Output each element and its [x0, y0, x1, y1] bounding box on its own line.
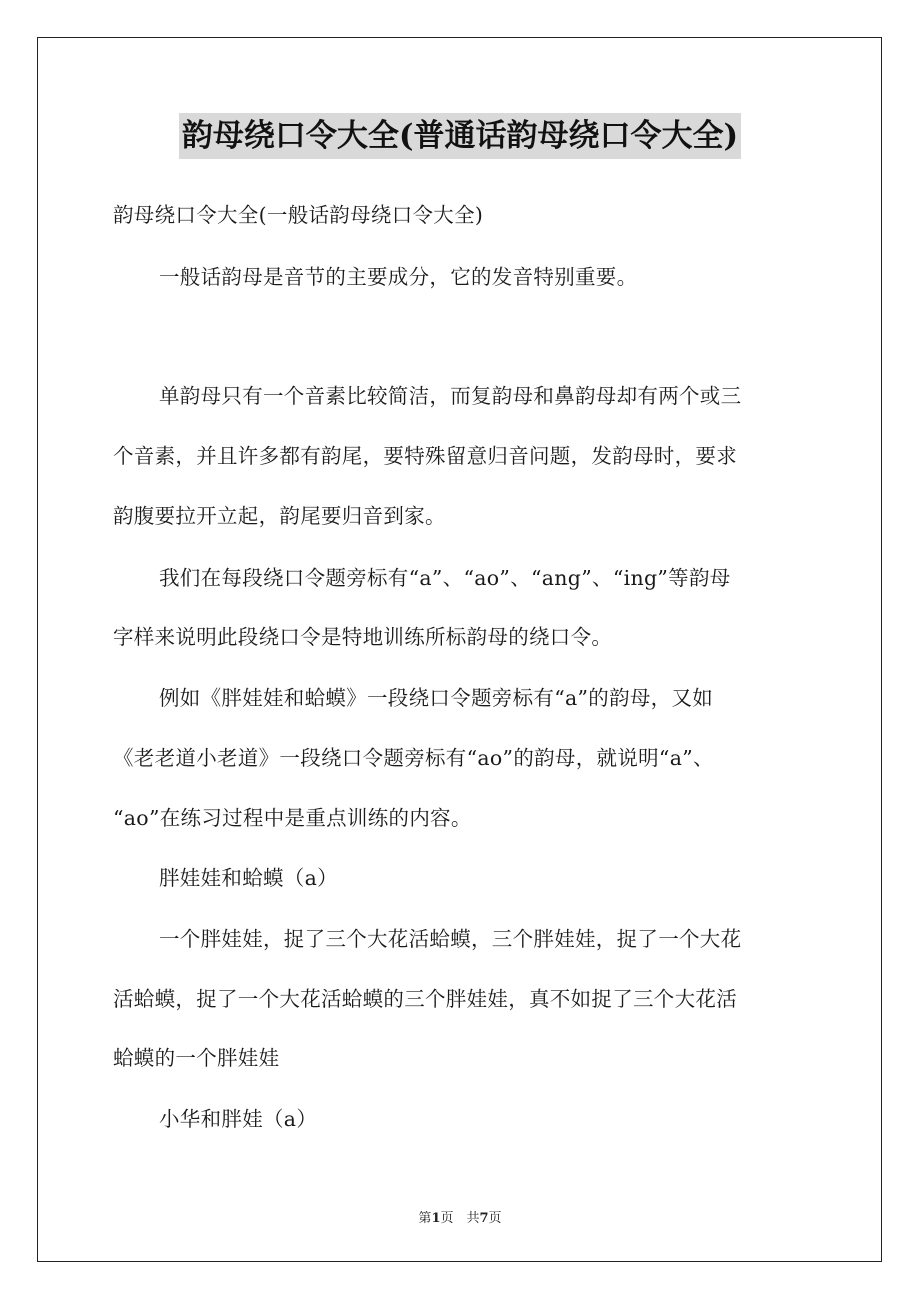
footer-suffix: 页 [488, 1211, 502, 1226]
page-footer [0, 1207, 920, 1226]
section-heading: 胖娃娃和蛤蟆（a） [159, 866, 338, 890]
section-heading: 小华和胖娃（a） [159, 1107, 318, 1131]
title-container [0, 113, 920, 159]
footer-current-page: 1 [431, 1211, 441, 1226]
document-title: 韵母绕口令大全(普通话韵母绕口令大全) [179, 113, 741, 159]
paragraph-line: 个音素，并且许多都有韵尾，要特殊留意归音问题，发韵母时，要求 [113, 444, 737, 468]
paragraph-line: 一个胖娃娃，捉了三个大花活蛤蟆，三个胖娃娃，捉了一个大花 [159, 927, 742, 951]
footer-middle: 页 共 [440, 1211, 480, 1226]
paragraph-line: 我们在每段绕口令题旁标有“a”、“ao”、“ang”、“ing”等韵母 [159, 566, 731, 590]
paragraph-line: 《老老道小老道》一段绕口令题旁标有“ao”的韵母，就说明“a”、 [113, 746, 714, 770]
paragraph-line: 蛤蟆的一个胖娃娃 [113, 1046, 280, 1070]
paragraph-line: 韵腹要拉开立起，韵尾要归音到家。 [113, 504, 446, 528]
paragraph-line: “ao”在练习过程中是重点训练的内容。 [113, 806, 472, 830]
footer-prefix: 第 [418, 1211, 432, 1226]
footer-total-pages: 7 [479, 1211, 489, 1226]
paragraph-line: 活蛤蟆，捉了一个大花活蛤蟆的三个胖娃娃，真不如捉了三个大花活 [113, 987, 737, 1011]
paragraph-line: 例如《胖娃娃和蛤蟆》一段绕口令题旁标有“a”的韵母，又如 [159, 686, 714, 710]
paragraph-line: 单韵母只有一个音素比较简洁，而复韵母和鼻韵母却有两个或三 [159, 384, 742, 408]
paragraph-line: 字样来说明此段绕口令是特地训练所标韵母的绕口令。 [113, 625, 613, 649]
subtitle-line: 韵母绕口令大全(一般话韵母绕口令大全) [113, 203, 484, 227]
paragraph-line: 一般话韵母是音节的主要成分，它的发音特别重要。 [159, 265, 638, 289]
